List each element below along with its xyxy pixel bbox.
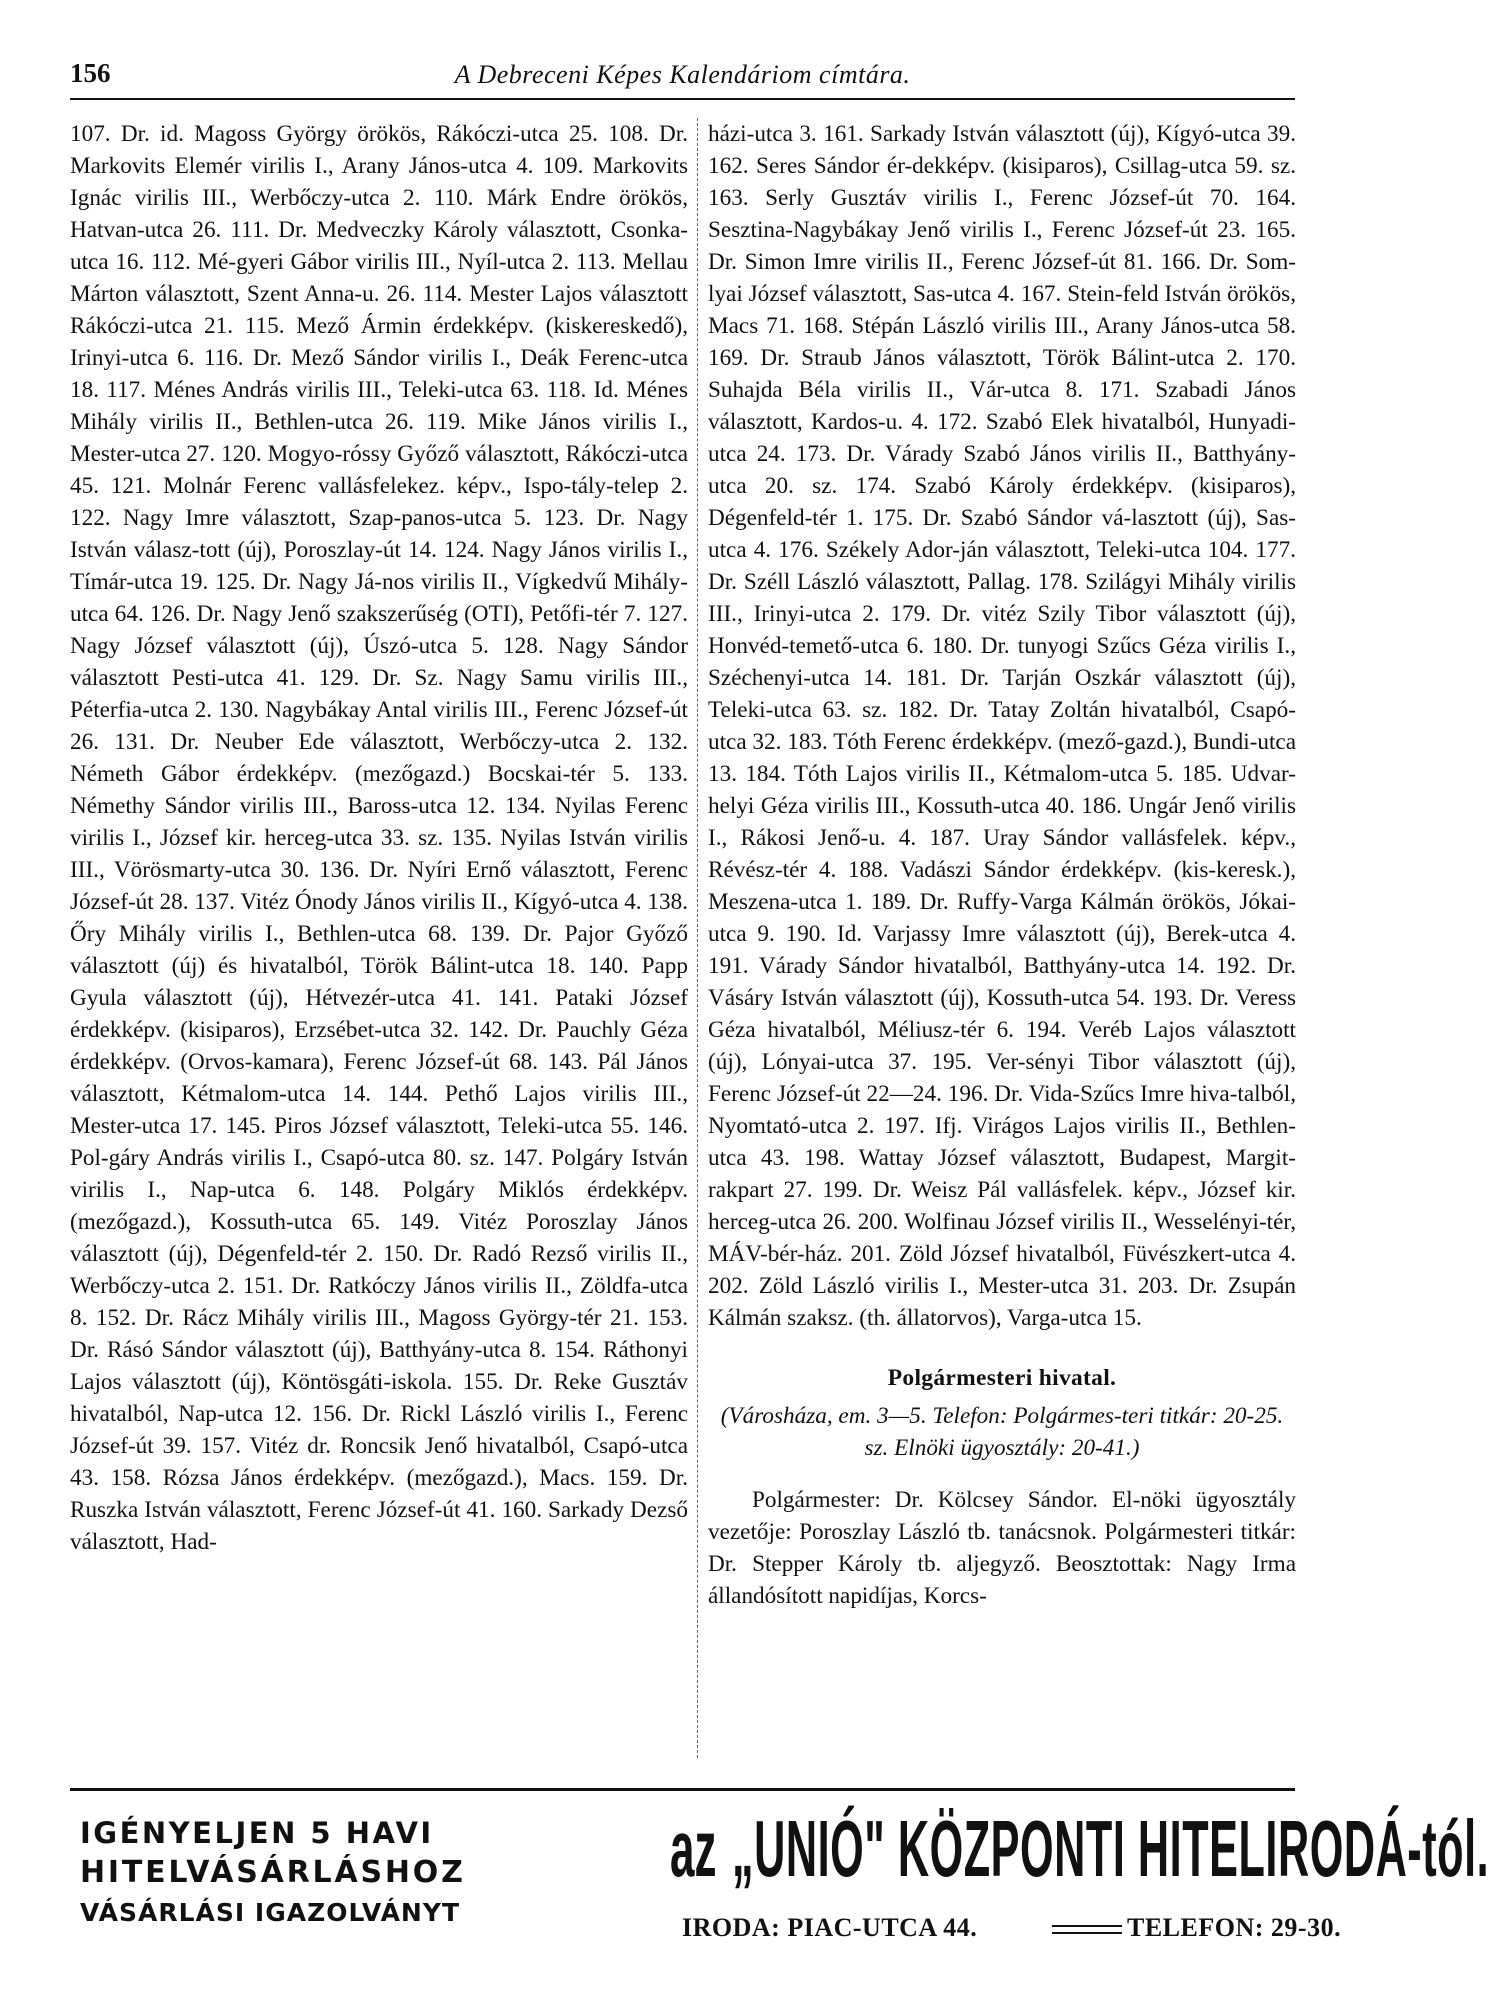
ad-office-address: IRODA: PIAC-UTCA 44. (682, 1913, 978, 1942)
ad-line-1: IGÉNYELJEN 5 HAVI (80, 1816, 434, 1850)
column-divider (697, 118, 698, 1758)
ad-double-rule (1052, 1925, 1122, 1934)
ad-az: az (670, 1804, 717, 1893)
section-body: Polgármester: Dr. Kölcsey Sándor. El-nöki ügyosztály vezetője: Poroszlay László tb. tanácsnok. Polgármesteri titkár: Dr. Stepper Károly tb. aljegyző. Beosztottak: Nagy Irma állandósított napidíjas, Korcs- (708, 1487, 1296, 1609)
page-header (70, 58, 1295, 100)
right-column-text: házi-utca 3. 161. Sarkady István választott (új), Kígyó-utca 39. 162. Seres Sándor ér-dekképv. (kisiparos), Csillag-utca 59. sz. 163. Serly Gusztáv virilis I., Ferenc József-út 70. 164. Sesztina-Nagybákay Jenő virilis I., Ferenc József-út 23. 165. Dr. Simon Imre virilis II., Ferenc József-út 81. 166. Dr. Som-lyai József választott, Sas-utca 4. 167. Stein-feld István örökös, Macs 71. 168. Stépán László virilis III., Arany János-utca 58. 169. Dr. Straub János választott, Török Bálint-utca 2. 170. Suhajda Béla virilis II., Vár-utca 8. 171. Szabadi János választott, Kardos-u. 4. 172. Szabó Elek hivatalból, Hunyadi-utca 24. 173. Dr. Várady Szabó János virilis II., Batthyány-utca 20. sz. 174. Szabó Károly érdekképv. (kisiparos), Dégenfeld-tér 1. 175. Dr. Szabó Sándor vá-lasztott (új), Sas-utca 4. 176. Székely Ador-ján választott, Teleki-utca 104. 177. Dr. Széll László választott, Pallag. 178. Szilágyi Mihály virilis III., Irinyi-utca 2. 179. Dr. vitéz Szily Tibor választott (új), Honvéd-temető-utca 6. 180. Dr. tunyogi Szűcs Géza virilis I., Széchenyi-utca 14. 181. Dr. Tarján Oszkár választott (új), Teleki-utca 63. sz. 182. Dr. Tatay Zoltán hivatalból, Csapó-utca 32. 183. Tóth Ferenc érdekképv. (mező-gazd.), Bundi-utca 13. 184. Tóth Lajos virilis II., Kétmalom-utca 5. 185. Udvar-helyi Géza virilis III., Kossuth-utca 40. 186. Ungár Jenő virilis I., Rákosi Jenő-u. 4. 187. Uray Sándor vallásfelek. képv., Révész-tér 4. 188. Vadászi Sándor érdekképv. (kis-keresk.), Meszena-utca 1. 189. Dr. Ruffy-Varga Kálmán örökös, Jókai-utca 9. 190. Id. Varjassy Imre választott (új), Berek-utca 4. 191. Várady Sándor hivatalból, Batthyány-utca 14. 192. Dr. Vásáry István választott (új), Kossuth-utca 54. 193. Dr. Veress Géza hivatalból, Méliusz-tér 6. 194. Veréb Lajos választott (új), Lónyai-utca 37. 195. Ver-sényi Tibor választott (új), Ferenc József-út 22—24. 196. Dr. Vida-Szűcs Imre hiva-talból, Nyomtató-utca 2. 197. Ifj. Virágos Lajos virilis II., Bethlen-utca 43. 198. Wattay József választott, Budapest, Margit-rakpart 27. 199. Dr. Weisz Pál vallásfelek. képv., József kir. herceg-utca 26. 200. Wolfinau József virilis II., Wesselényi-tér, MÁV-bér-ház. 201. Zöld József hivatalból, Füvészkert-utca 4. 202. Zöld László virilis I., Mester-utca 31. 203. Dr. Zsupán Kálmán szaksz. (th. állatorvos), Varga-utca 15. (708, 121, 1296, 1331)
left-column (70, 118, 688, 1778)
running-title: A Debreceni Képes Kalendáriom címtára. (454, 60, 911, 89)
ad-brand: „UNIÓ" KÖZPONTI HITELIRODÁ-tól. (732, 1804, 1489, 1893)
ad-slogan (80, 1813, 640, 1933)
ad-contact (682, 1913, 1342, 1949)
ad-phone: TELEFON: 29-30. (1127, 1913, 1342, 1942)
ad-line-2: HITELVÁSÁRLÁSHOZ (80, 1855, 466, 1890)
section-note: (Városháza, em. 3—5. Telefon: Polgármes-teri titkár: 20-25. sz. Elnöki ügyosztály: 20-41.) (720, 1403, 1284, 1461)
page-number: 156 (70, 58, 111, 88)
ad-line-3: VÁSÁRLÁSI IGAZOLVÁNYT (80, 1898, 461, 1927)
left-column-text: 107. Dr. id. Magoss György örökös, Rákóczi-utca 25. 108. Dr. Markovits Elemér virilis I., Arany János-utca 4. 109. Markovits Ignác virilis III., Werbőczy-utca 2. 110. Márk Endre örökös, Hatvan-utca 26. 111. Dr. Medveczky Károly választott, Csonka-utca 16. 112. Mé-gyeri Gábor virilis III., Nyíl-utca 2. 113. Mellau Márton választott, Szent Anna-u. 26. 114. Mester Lajos választott Rákóczi-utca 21. 115. Mező Ármin érdekképv. (kiskereskedő), Irinyi-utca 6. 116. Dr. Mező Sándor virilis I., Deák Ferenc-utca 18. 117. Ménes András virilis III., Teleki-utca 63. 118. Id. Ménes Mihály virilis II., Bethlen-utca 26. 119. Mike János virilis I., Mester-utca 27. 120. Mogyo-róssy Győző választott, Rákóczi-utca 45. 121. Molnár Ferenc vallásfelekez. képv., Ispo-tály-telep 2. 122. Nagy Imre választott, Szap-panos-utca 5. 123. Dr. Nagy István válasz-tott (új), Poroszlay-út 14. 124. Nagy János virilis I., Tímár-utca 19. 125. Dr. Nagy Já-nos virilis II., Vígkedvű Mihály-utca 64. 126. Dr. Nagy Jenő szakszerűség (OTI), Petőfi-tér 7. 127. Nagy József választott (új), Úszó-utca 5. 128. Nagy Sándor választott Pesti-utca 41. 129. Dr. Sz. Nagy Samu virilis III., Péterfia-utca 2. 130. Nagybákay Antal virilis III., Ferenc József-út 26. 131. Dr. Neuber Ede választott, Werbőczy-utca 2. 132. Németh Gábor érdekképv. (mezőgazd.) Bocskai-tér 5. 133. Némethy Sándor virilis III., Baross-utca 12. 134. Nyilas Ferenc virilis I., József kir. herceg-utca 33. sz. 135. Nyilas István virilis III., Vörösmarty-utca 30. 136. Dr. Nyíri Ernő választott, Ferenc József-út 28. 137. Vitéz Ónody János virilis II., Kígyó-utca 4. 138. Őry Mihály virilis I., Bethlen-utca 68. 139. Dr. Pajor Győző választott (új) és hivatalból, Török Bálint-utca 18. 140. Papp Gyula választott (új), Hétvezér-utca 41. 141. Pataki József érdekképv. (kisiparos), Erzsébet-utca 32. 142. Dr. Pauchly Géza érdekképv. (Orvos-kamara), Ferenc József-út 68. 143. Pál János választott, Kétmalom-utca 14. 144. Pethő Lajos virilis III., Mester-utca 17. 145. Piros József választott, Teleki-utca 55. 146. Pol-gáry András virilis I., Csapó-utca 80. sz. 147. Polgáry István virilis I., Nap-utca 6. 148. Polgáry Miklós érdekképv. (mezőgazd.), Kossuth-utca 65. 149. Vitéz Poroszlay János választott (új), Dégenfeld-tér 2. 150. Dr. Radó Rezső virilis II., Werbőczy-utca 2. 151. Dr. Ratkóczy János virilis II., Zöldfa-utca 8. 152. Dr. Rácz Mihály virilis III., Magoss György-tér 21. 153. Dr. Rásó Sándor választott (új), Batthyány-utca 8. 154. Ráthonyi Lajos választott (új), Köntösgáti-iskola. 155. Dr. Reke Gusztáv hivatalból, Nap-utca 12. 156. Dr. Rickl László virilis I., Ferenc József-út 39. 157. Vitéz dr. Roncsik Jenő hivatalból, Csapó-utca 43. 158. Rózsa János érdekképv. (mezőgazd.), Macs. 159. Dr. Ruszka István választott, Ferenc József-út 41. 160. Sarkady Dezső választott, Had- (70, 121, 688, 1555)
advertisement (70, 1788, 1489, 1961)
section-title: Polgármesteri hivatal. (887, 1365, 1117, 1391)
right-column (708, 118, 1296, 1778)
